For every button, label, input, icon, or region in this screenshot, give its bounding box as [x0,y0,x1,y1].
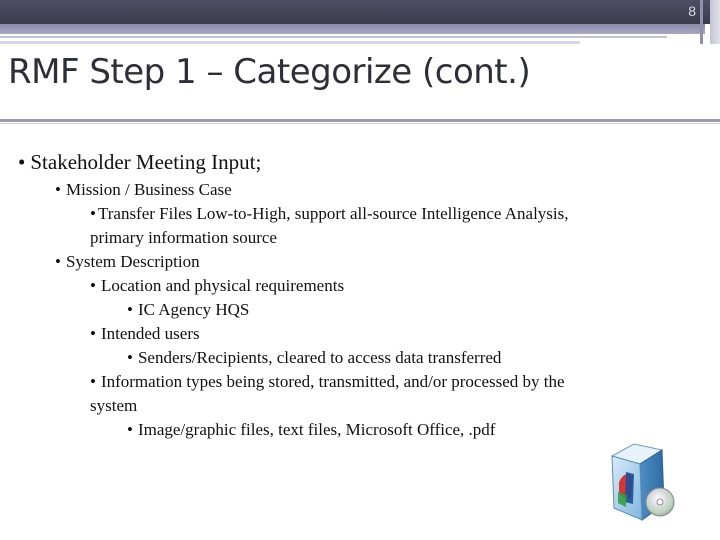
bullet-item [90,372,565,392]
bullet-item [90,324,200,344]
bullet-continuation: system [90,396,138,415]
bullet-marker: • [55,252,61,271]
bullet-item [55,180,232,200]
bullet-text: System Description [65,252,200,271]
bullet-text: Location and physical requirements [100,276,345,295]
bullet-text: Image/graphic files, text files, Microsoft Office, .pdf [137,420,496,439]
bullet-text: Stakeholder Meeting Input; [30,150,262,174]
bullet-marker: • [90,372,96,391]
bullet-item [90,204,569,224]
bullet-marker: • [55,180,61,199]
bullet-text: IC Agency HQS [137,300,250,319]
bullet-marker: • [90,324,96,343]
slide-number: 8 [688,3,696,19]
bullet-text: Senders/Recipients, cleared to access data transferred [137,348,502,367]
bullet-marker: • [90,204,96,223]
bullet-item [127,300,249,320]
bullet-marker: • [127,300,133,319]
bullet-item [55,252,200,272]
bullet-marker: • [127,420,133,439]
bullet-text: Mission / Business Case [65,180,232,199]
software-box-cd-icon [604,442,678,526]
bullet-item [18,150,261,175]
bullet-text: Transfer Files Low-to-High, support all-source Intelligence Analysis, [97,204,569,223]
bullet-item [90,276,344,296]
slide-title: RMF Step 1 – Categorize (cont.) [8,52,531,92]
bullet-text: Information types being stored, transmitted, and/or processed by the [100,372,565,391]
bullet-text: Intended users [100,324,200,343]
bullet-marker: • [90,276,96,295]
bullet-marker: • [18,150,26,174]
bullet-marker: • [127,348,133,367]
bullet-continuation: primary information source [90,228,277,247]
bullet-item [127,420,495,440]
bullet-item [127,348,501,368]
